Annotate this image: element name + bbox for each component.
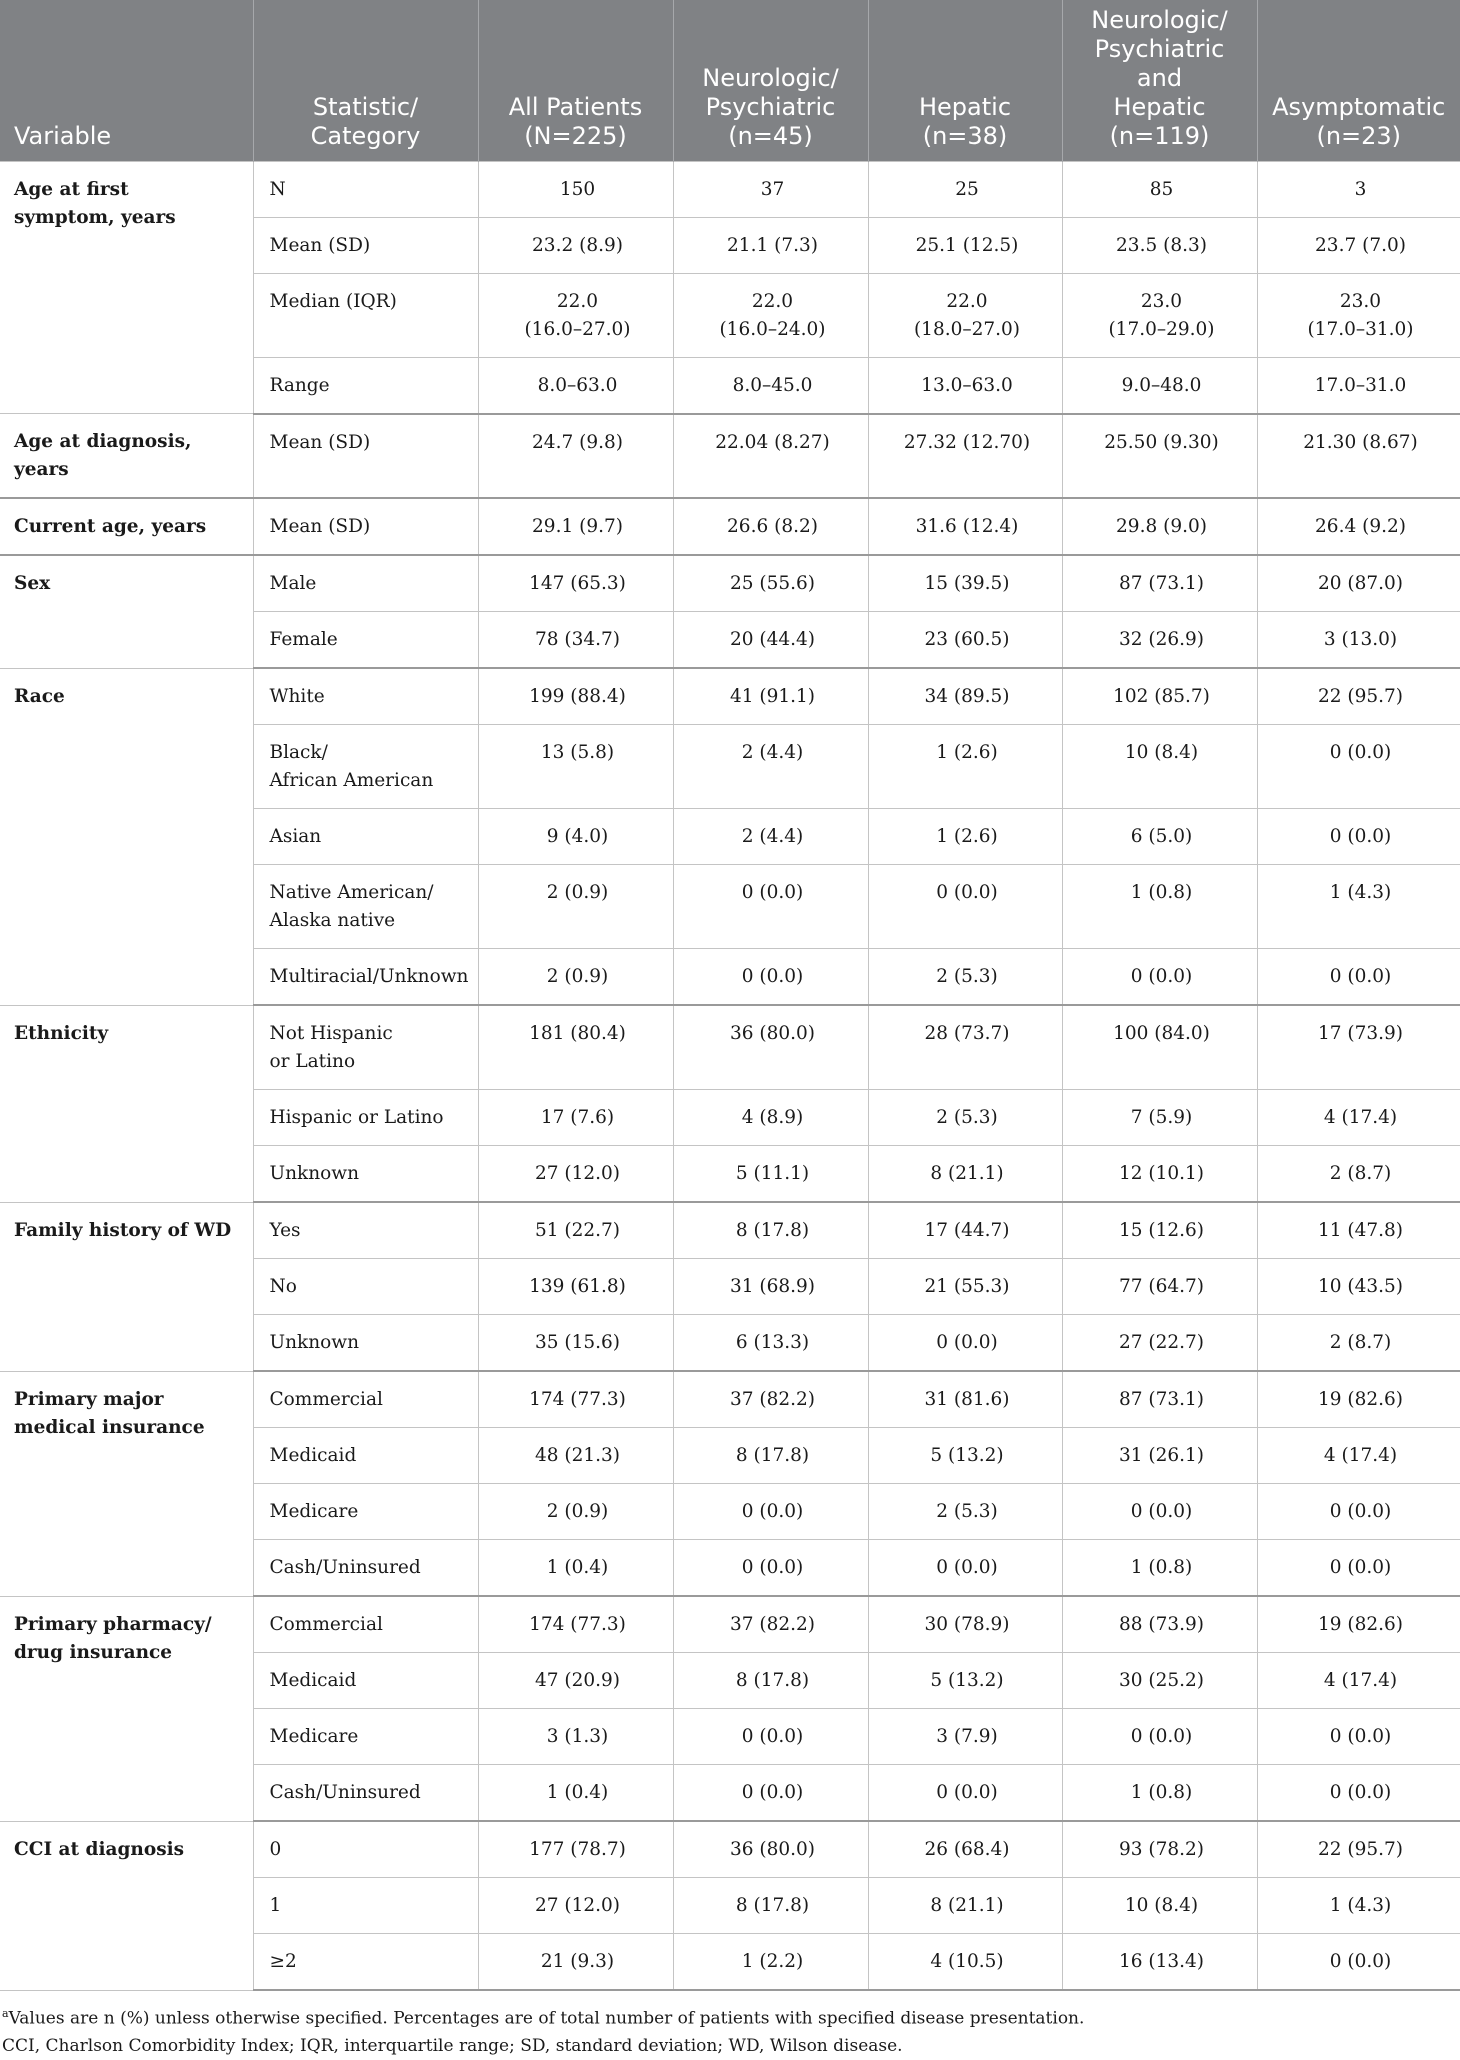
value-cell: 6 (5.0): [1062, 809, 1257, 865]
value-cell: 0 (0.0): [1257, 1765, 1460, 1822]
value-cell: 1 (0.4): [478, 1540, 673, 1597]
value-cell: 23.5 (8.3): [1062, 217, 1257, 273]
value-cell: 199 (88.4): [478, 668, 673, 725]
statistic-cell: Range: [253, 357, 478, 414]
value-cell: 8.0–63.0: [478, 357, 673, 414]
statistic-cell: 0: [253, 1821, 478, 1878]
statistic-cell: Medicare: [253, 1484, 478, 1540]
value-cell: 22.0 (16.0–24.0): [673, 273, 868, 357]
value-cell: 37: [673, 161, 868, 217]
value-cell: 10 (8.4): [1062, 725, 1257, 809]
value-cell: 34 (89.5): [868, 668, 1062, 725]
value-cell: 32 (26.9): [1062, 612, 1257, 669]
value-cell: 30 (78.9): [868, 1596, 1062, 1653]
value-cell: 4 (10.5): [868, 1934, 1062, 1991]
table-footnotes: [0, 1991, 1460, 2060]
value-cell: 1 (2.2): [673, 1934, 868, 1991]
table-row: [0, 161, 1460, 217]
value-cell: 47 (20.9): [478, 1653, 673, 1709]
value-cell: 8 (17.8): [673, 1428, 868, 1484]
value-cell: 37 (82.2): [673, 1596, 868, 1653]
value-cell: 36 (80.0): [673, 1005, 868, 1090]
value-cell: 31 (68.9): [673, 1259, 868, 1315]
value-cell: 1 (4.3): [1257, 1878, 1460, 1934]
value-cell: 41 (91.1): [673, 668, 868, 725]
table-body: [0, 161, 1460, 1990]
variable-cell: Race: [0, 668, 253, 1005]
value-cell: 0 (0.0): [868, 1765, 1062, 1822]
value-cell: 0 (0.0): [1257, 809, 1460, 865]
value-cell: 4 (8.9): [673, 1090, 868, 1146]
statistic-cell: Multiracial/Unknown: [253, 949, 478, 1006]
value-cell: 78 (34.7): [478, 612, 673, 669]
value-cell: 3 (1.3): [478, 1709, 673, 1765]
value-cell: 19 (82.6): [1257, 1371, 1460, 1428]
value-cell: 25: [868, 161, 1062, 217]
value-cell: 28 (73.7): [868, 1005, 1062, 1090]
footnote-abbreviations: CCI, Charlson Comorbidity Index; IQR, interquartile range; SD, standard deviation; WD, Wilson disease.: [2, 2035, 903, 2056]
statistic-cell: Medicare: [253, 1709, 478, 1765]
value-cell: 16 (13.4): [1062, 1934, 1257, 1991]
value-cell: 0 (0.0): [1257, 1484, 1460, 1540]
value-cell: 102 (85.7): [1062, 668, 1257, 725]
value-cell: 31 (81.6): [868, 1371, 1062, 1428]
value-cell: 21.1 (7.3): [673, 217, 868, 273]
value-cell: 23 (60.5): [868, 612, 1062, 669]
value-cell: 0 (0.0): [868, 1540, 1062, 1597]
variable-cell: CCI at diagnosis: [0, 1821, 253, 1990]
value-cell: 174 (77.3): [478, 1371, 673, 1428]
value-cell: 27.32 (12.70): [868, 414, 1062, 499]
value-cell: 0 (0.0): [868, 865, 1062, 949]
value-cell: 0 (0.0): [1257, 1540, 1460, 1597]
variable-cell: Primary major medical insurance: [0, 1371, 253, 1596]
value-cell: 22 (95.7): [1257, 1821, 1460, 1878]
value-cell: 21 (9.3): [478, 1934, 673, 1991]
value-cell: 5 (13.2): [868, 1653, 1062, 1709]
value-cell: 147 (65.3): [478, 555, 673, 612]
value-cell: 13.0–63.0: [868, 357, 1062, 414]
value-cell: 3: [1257, 161, 1460, 217]
value-cell: 150: [478, 161, 673, 217]
value-cell: 15 (12.6): [1062, 1202, 1257, 1259]
value-cell: 25.50 (9.30): [1062, 414, 1257, 499]
value-cell: 2 (0.9): [478, 1484, 673, 1540]
value-cell: 31.6 (12.4): [868, 498, 1062, 555]
table-row: [0, 414, 1460, 499]
statistic-cell: Mean (SD): [253, 414, 478, 499]
value-cell: 1 (0.8): [1062, 1765, 1257, 1822]
statistic-cell: ≥2: [253, 1934, 478, 1991]
value-cell: 174 (77.3): [478, 1596, 673, 1653]
value-cell: 29.8 (9.0): [1062, 498, 1257, 555]
value-cell: 17.0–31.0: [1257, 357, 1460, 414]
value-cell: 0 (0.0): [1062, 949, 1257, 1006]
statistic-cell: 1: [253, 1878, 478, 1934]
value-cell: 2 (8.7): [1257, 1146, 1460, 1203]
header-neuro-psych-hepatic: Neurologic/ Psychiatric and Hepatic (n=119): [1062, 0, 1257, 161]
value-cell: 22 (95.7): [1257, 668, 1460, 725]
value-cell: 48 (21.3): [478, 1428, 673, 1484]
statistic-cell: No: [253, 1259, 478, 1315]
value-cell: 87 (73.1): [1062, 1371, 1257, 1428]
statistic-cell: Mean (SD): [253, 217, 478, 273]
value-cell: 0 (0.0): [1257, 1709, 1460, 1765]
value-cell: 7 (5.9): [1062, 1090, 1257, 1146]
value-cell: 17 (44.7): [868, 1202, 1062, 1259]
value-cell: 35 (15.6): [478, 1315, 673, 1372]
statistic-cell: Female: [253, 612, 478, 669]
statistic-cell: Medicaid: [253, 1428, 478, 1484]
value-cell: 10 (43.5): [1257, 1259, 1460, 1315]
statistic-cell: Male: [253, 555, 478, 612]
value-cell: 27 (12.0): [478, 1146, 673, 1203]
value-cell: 1 (0.8): [1062, 1540, 1257, 1597]
value-cell: 8 (17.8): [673, 1653, 868, 1709]
value-cell: 2 (0.9): [478, 949, 673, 1006]
statistic-cell: Commercial: [253, 1596, 478, 1653]
statistic-cell: Commercial: [253, 1371, 478, 1428]
value-cell: 1 (4.3): [1257, 865, 1460, 949]
value-cell: 85: [1062, 161, 1257, 217]
value-cell: 13 (5.8): [478, 725, 673, 809]
value-cell: 10 (8.4): [1062, 1878, 1257, 1934]
header-statistic: Statistic/ Category: [253, 0, 478, 161]
value-cell: 0 (0.0): [673, 949, 868, 1006]
footnote-a: $^a$Values are n (%) unless otherwise specified. Percentages are of total number of patients with specified disease presentation.: [2, 2007, 1085, 2029]
value-cell: 0 (0.0): [1257, 949, 1460, 1006]
variable-cell: Age at diagnosis, years: [0, 414, 253, 499]
value-cell: 181 (80.4): [478, 1005, 673, 1090]
table-row: [0, 668, 1460, 725]
footnote-a-marker: a: [2, 2007, 9, 2020]
table-row: [0, 1596, 1460, 1653]
value-cell: 2 (0.9): [478, 865, 673, 949]
variable-cell: Ethnicity: [0, 1005, 253, 1202]
value-cell: 0 (0.0): [1062, 1709, 1257, 1765]
value-cell: 1 (0.8): [1062, 865, 1257, 949]
value-cell: 0 (0.0): [1257, 1934, 1460, 1991]
value-cell: 93 (78.2): [1062, 1821, 1257, 1878]
statistic-cell: Black/ African American: [253, 725, 478, 809]
value-cell: 23.7 (7.0): [1257, 217, 1460, 273]
value-cell: 4 (17.4): [1257, 1653, 1460, 1709]
value-cell: 19 (82.6): [1257, 1596, 1460, 1653]
value-cell: 4 (17.4): [1257, 1428, 1460, 1484]
value-cell: 88 (73.9): [1062, 1596, 1257, 1653]
value-cell: 8.0–45.0: [673, 357, 868, 414]
variable-cell: Sex: [0, 555, 253, 668]
statistic-cell: Hispanic or Latino: [253, 1090, 478, 1146]
value-cell: 27 (22.7): [1062, 1315, 1257, 1372]
value-cell: 3 (13.0): [1257, 612, 1460, 669]
header-asymptomatic: Asymptomatic (n=23): [1257, 0, 1460, 161]
value-cell: 1 (0.4): [478, 1765, 673, 1822]
header-variable: Variable: [0, 0, 253, 161]
variable-cell: Primary pharmacy/ drug insurance: [0, 1596, 253, 1821]
statistic-cell: Yes: [253, 1202, 478, 1259]
value-cell: 9 (4.0): [478, 809, 673, 865]
value-cell: 6 (13.3): [673, 1315, 868, 1372]
statistic-cell: White: [253, 668, 478, 725]
value-cell: 24.7 (9.8): [478, 414, 673, 499]
statistic-cell: N: [253, 161, 478, 217]
value-cell: 17 (7.6): [478, 1090, 673, 1146]
table-row: [0, 1005, 1460, 1090]
value-cell: 11 (47.8): [1257, 1202, 1460, 1259]
value-cell: 25 (55.6): [673, 555, 868, 612]
value-cell: 0 (0.0): [673, 1765, 868, 1822]
value-cell: 0 (0.0): [673, 1484, 868, 1540]
header-row: [0, 0, 1460, 161]
value-cell: 2 (4.4): [673, 725, 868, 809]
value-cell: 25.1 (12.5): [868, 217, 1062, 273]
variable-cell: Current age, years: [0, 498, 253, 555]
header-all-patients: All Patients (N=225): [478, 0, 673, 161]
statistic-cell: Median (IQR): [253, 273, 478, 357]
statistic-cell: Unknown: [253, 1146, 478, 1203]
value-cell: 1 (2.6): [868, 809, 1062, 865]
value-cell: 2 (5.3): [868, 1090, 1062, 1146]
value-cell: 22.0 (16.0–27.0): [478, 273, 673, 357]
statistic-cell: Unknown: [253, 1315, 478, 1372]
value-cell: 26.6 (8.2): [673, 498, 868, 555]
value-cell: 27 (12.0): [478, 1878, 673, 1934]
value-cell: 139 (61.8): [478, 1259, 673, 1315]
value-cell: 77 (64.7): [1062, 1259, 1257, 1315]
variable-cell: Age at first symptom, years: [0, 161, 253, 414]
value-cell: 5 (11.1): [673, 1146, 868, 1203]
value-cell: 31 (26.1): [1062, 1428, 1257, 1484]
value-cell: 37 (82.2): [673, 1371, 868, 1428]
header-hepatic: Hepatic (n=38): [868, 0, 1062, 161]
value-cell: 0 (0.0): [673, 865, 868, 949]
value-cell: 23.0 (17.0–29.0): [1062, 273, 1257, 357]
variable-cell: Family history of WD: [0, 1202, 253, 1371]
value-cell: 2 (4.4): [673, 809, 868, 865]
table-row: [0, 1821, 1460, 1878]
value-cell: 2 (8.7): [1257, 1315, 1460, 1372]
table-row: [0, 498, 1460, 555]
value-cell: 1 (2.6): [868, 725, 1062, 809]
value-cell: 23.0 (17.0–31.0): [1257, 273, 1460, 357]
value-cell: 22.04 (8.27): [673, 414, 868, 499]
value-cell: 5 (13.2): [868, 1428, 1062, 1484]
value-cell: 0 (0.0): [868, 1315, 1062, 1372]
value-cell: 0 (0.0): [1062, 1484, 1257, 1540]
value-cell: 12 (10.1): [1062, 1146, 1257, 1203]
value-cell: 0 (0.0): [673, 1709, 868, 1765]
value-cell: 20 (44.4): [673, 612, 868, 669]
value-cell: 8 (21.1): [868, 1878, 1062, 1934]
value-cell: 8 (21.1): [868, 1146, 1062, 1203]
value-cell: 87 (73.1): [1062, 555, 1257, 612]
table-row: [0, 1202, 1460, 1259]
statistic-cell: Native American/ Alaska native: [253, 865, 478, 949]
value-cell: 23.2 (8.9): [478, 217, 673, 273]
value-cell: 0 (0.0): [1257, 725, 1460, 809]
value-cell: 9.0–48.0: [1062, 357, 1257, 414]
statistic-cell: Mean (SD): [253, 498, 478, 555]
header-neuro-psych: Neurologic/ Psychiatric (n=45): [673, 0, 868, 161]
statistic-cell: Cash/Uninsured: [253, 1540, 478, 1597]
statistic-cell: Not Hispanic or Latino: [253, 1005, 478, 1090]
value-cell: 4 (17.4): [1257, 1090, 1460, 1146]
value-cell: 21 (55.3): [868, 1259, 1062, 1315]
value-cell: 100 (84.0): [1062, 1005, 1257, 1090]
value-cell: 8 (17.8): [673, 1878, 868, 1934]
value-cell: 2 (5.3): [868, 949, 1062, 1006]
value-cell: 36 (80.0): [673, 1821, 868, 1878]
value-cell: 26.4 (9.2): [1257, 498, 1460, 555]
value-cell: 21.30 (8.67): [1257, 414, 1460, 499]
value-cell: 51 (22.7): [478, 1202, 673, 1259]
statistic-cell: Medicaid: [253, 1653, 478, 1709]
value-cell: 22.0 (18.0–27.0): [868, 273, 1062, 357]
value-cell: 0 (0.0): [673, 1540, 868, 1597]
value-cell: 20 (87.0): [1257, 555, 1460, 612]
value-cell: 30 (25.2): [1062, 1653, 1257, 1709]
table-row: [0, 1371, 1460, 1428]
value-cell: 26 (68.4): [868, 1821, 1062, 1878]
value-cell: 17 (73.9): [1257, 1005, 1460, 1090]
value-cell: 177 (78.7): [478, 1821, 673, 1878]
value-cell: 15 (39.5): [868, 555, 1062, 612]
value-cell: 2 (5.3): [868, 1484, 1062, 1540]
value-cell: 8 (17.8): [673, 1202, 868, 1259]
value-cell: 3 (7.9): [868, 1709, 1062, 1765]
statistic-cell: Cash/Uninsured: [253, 1765, 478, 1822]
value-cell: 29.1 (9.7): [478, 498, 673, 555]
table-row: [0, 555, 1460, 612]
statistic-cell: Asian: [253, 809, 478, 865]
